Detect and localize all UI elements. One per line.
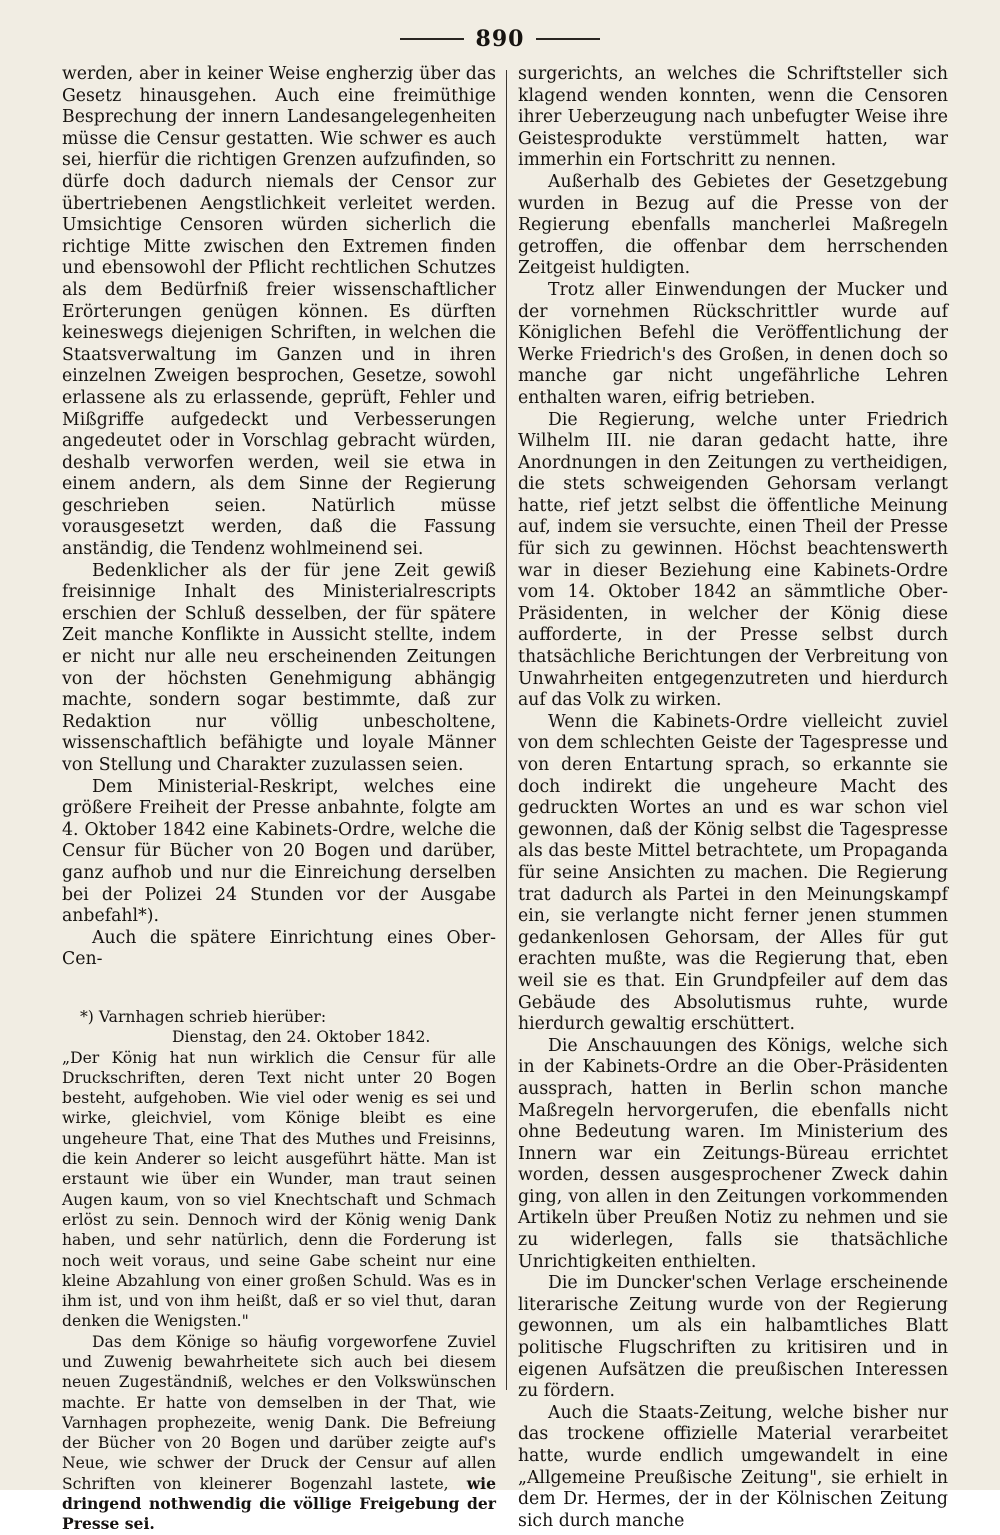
- paragraph: surgerichts, an welches die Schriftsteller sich klagend wenden konnten, wenn die Censoren ihrer Ueberzeugung nach unbefugter Weise ihre Geistesprodukte verstümmelt hatten, war immerhin ein Fortschritt zu nennen.: [518, 64, 948, 171]
- paragraph: Auch die Staats-Zeitung, welche bisher nur das trockene offizielle Material verarbeitet hatte, wurde endlich umgewandelt in eine „Allgemeine Preußische Zeitung", sie erhielt in dem Dr. Hermes, der in der Kölnischen Zeitung sich durch manche: [518, 1402, 948, 1531]
- paragraph: Außerhalb des Gebietes der Gesetzgebung wurden in Bezug auf die Presse von der Regierung ebenfalls mancherlei Maßregeln getroffen, die offenbar dem herrschenden Zeitgeist huldigten.: [518, 171, 948, 279]
- footnote-comment-bold: wie dringend nothwendig die völlige Freigebung der Presse sei.: [62, 1473, 496, 1534]
- left-column: [62, 64, 496, 1535]
- header-rule-left: [400, 38, 464, 40]
- header-rule-right: [536, 38, 600, 40]
- footnote-intro: *) Varnhagen schrieb hierüber:: [80, 1007, 327, 1026]
- paragraph: Trotz aller Einwendungen der Mucker und der vornehmen Rückschrittler wurde auf Königlichen Befehl die Veröffentlichung der Werke Friedrich's des Großen, in denen doch so manche gar nicht ungefährliche Lehren enthalten waren, eifrig betrieben.: [518, 279, 948, 408]
- paragraph: Die Anschauungen des Königs, welche sich in der Kabinets-Ordre an die Ober-Präsidenten aussprach, hatten in Berlin schon manche Maßregeln hervorgerufen, die ebenfalls nicht ohne Bedeutung waren. Im Ministerium des Innern war ein Zeitungs-Büreau errichtet worden, dessen ausgesprochener Zweck dahin ging, von allen in den Zeitungen vorkommenden Artikeln über Preußen Notiz zu nehmen und sie zu widerlegen, falls sie thatsächliche Unrichtigkeiten enthielten.: [518, 1035, 948, 1272]
- paragraph: Die Regierung, welche unter Friedrich Wilhelm III. nie daran gedacht hatte, ihre Anordnungen in den Zeitungen zu vertheidigen, die stets schweigenden Gehorsam verlangt hatte, rief jetzt selbst die öffentliche Meinung auf, indem sie versuchte, einen Theil der Presse für sich zu gewinnen. Höchst beachtenswerth war in dieser Beziehung eine Kabinets-Ordre vom 14. Oktober 1842 an sämmtliche Ober-Präsidenten, in welcher der König diese aufforderte, in der Presse selbst durch thatsächliche Berichtungen der Verbreitung von Unwahrheiten entgegenzutreten und hierdurch auf das Volk zu wirken.: [518, 409, 948, 711]
- paragraph: Bedenklicher als der für jene Zeit gewiß freisinnige Inhalt des Ministerialrescripts erschien der Schluß desselben, der für spätere Zeit manche Konflikte in Aussicht stellte, indem er nicht nur alle neu erscheinenden Zeitungen von der höchsten Genehmigung abhängig machte, sondern sogar bestimmte, daß zur Redaktion nur völlig unbescholtene, wissenschaftlich befähigte und loyale Männer von Stellung und Charakter zuzulassen seien.: [62, 560, 496, 775]
- footnote-comment: [62, 1332, 496, 1535]
- footnote-quote: „Der König hat nun wirklich die Censur für alle Druckschriften, deren Text nicht unter 20 Bogen besteht, aufgehoben. Wie viel oder wenig es sei und wirke, gleichviel, vom Könige bleibt es eine ungeheure That, eine That des Muthes und Freisinns, die kein Anderer so leicht ausgeführt hätte. Man ist erstaunt wie über ein Wunder, man traut seinen Augen kaum, von so viel Knechtschaft und Schmach erlöst zu sein. Dennoch wird der König wenig Dank haben, und sehr natürlich, denn die Forderung ist noch weit voraus, und seine Gabe scheint nur eine kleine Abzahlung von einer großen Schuld. Was es in ihm ist, und von ihm heißt, daß er so viel thut, daran denken die Wenigsten.": [62, 1048, 496, 1331]
- page-number: 890: [475, 26, 525, 52]
- paragraph: Auch die spätere Einrichtung eines Ober-Cen-: [62, 927, 496, 970]
- paragraph: Die im Duncker'schen Verlage erscheinende literarische Zeitung wurde von der Regierung gewonnen, um als ein halbamtliches Blatt politische Flugschriften zu kritisiren und in eigenen Aufsätzen die preußischen Interessen zu fördern.: [518, 1273, 948, 1402]
- column-divider: [506, 70, 507, 1390]
- footnote-date: Dienstag, den 24. Oktober 1842.: [172, 1028, 431, 1047]
- paragraph: Dem Ministerial-Reskript, welches eine größere Freiheit der Presse anbahnte, folgte am 4. Oktober 1842 eine Kabinets-Ordre, welche die Censur für Bücher von 20 Bogen und darüber, ganz aufhob und nur die Einreichung derselben bei der Polizei 24 Stunden vor der Ausgabe anbefahl*).: [62, 776, 496, 927]
- paragraph: Wenn die Kabinets-Ordre vielleicht zuviel von dem schlechten Geiste der Tagespresse und von deren Entartung sprach, so erkannte sie doch indirekt die ungeheure Macht des gedruckten Wortes an und es war schon viel gewonnen, daß der König selbst die Tagespresse als das beste Mittel betrachtete, um Propaganda für seine Ansichten zu machen. Die Regierung trat dadurch als Partei in den Meinungskampf ein, sie verlangte nicht ferner jenen stummen gedankenlosen Gehorsam, der Alles für gut erachten mußte, was die Regierung that, eben weil sie es that. Ein Grundpfeiler auf dem das Gebäude des Absolutismus ruhte, wurde hierdurch gewaltig erschüttert.: [518, 711, 948, 1035]
- footnote: [62, 1007, 496, 1535]
- paragraph: werden, aber in keiner Weise engherzig über das Gesetz hinausgehen. Auch eine freimüthige Besprechung der innern Landesangelegenheiten müsse die Censur gestatten. Wie schwer es auch sei, hierfür die richtigen Grenzen aufzufinden, so dürfe doch dadurch niemals der Censor zur übertriebenen Aengstlichkeit verleitet werden. Umsichtige Censoren würden sicherlich die richtige Mitte zwischen den Extremen finden und ebensowohl der Pflicht rechtlichen Schutzes als dem Bedürfniß freier wissenschaftlicher Erörterungen genügen können. Es dürften keineswegs diejenigen Schriften, in welchen die Staatsverwaltung im Ganzen und in ihren einzelnen Zweigen besprochen, Gesetze, sowohl erlassene als zu erlassende, geprüft, Fehler und Mißgriffe aufgedeckt und Verbesserungen angedeutet oder in Vorschlag gebracht würden, deshalb verworfen werden, weil sie etwa in einem andern, als dem Sinne der Regierung geschrieben seien. Natürlich müsse vorausgesetzt werden, daß die Fassung anständig, die Tendenz wohlmeinend sei.: [62, 64, 496, 560]
- right-column: [518, 64, 948, 1532]
- page-header: [0, 26, 1000, 52]
- footnote-comment-text: Das dem Könige so häufig vorgeworfene Zuviel und Zuwenig bewahrheitete sich auch bei diesem neuen Zugeständniß, welches er den Volkswünschen machte. Er hatte von demselben in der That, wie Varnhagen prophezeite, wenig Dank. Die Befreiung der Bücher von 20 Bogen und darüber zeigte auf's Neue, wie schwer der Druck der Censur auf allen Schriften von kleinerer Bogenzahl lastete,: [62, 1332, 496, 1493]
